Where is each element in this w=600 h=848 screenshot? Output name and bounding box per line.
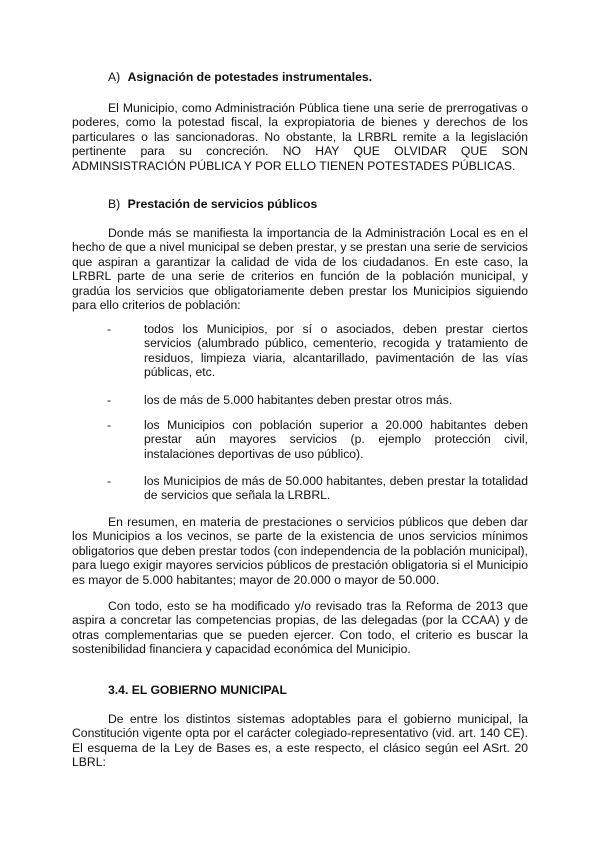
paragraph-servicios-intro: Donde más se manifiesta la importancia de la Administración Local es en el hecho de que a nivel municipal se deben prestar, y se prestan una serie de servicios que aspiran a garantizar la calidad de vida de los ciudadanos. En este caso, la LRBRL parte de una serie de criterios en función de la población municipal, y gradúa los servicios que obligatoriamente deben prestar los Municipios siguiendo para ello criterios de población: (72, 226, 528, 313)
heading-b-title: Prestación de servicios públicos (127, 197, 318, 211)
bullet-dash: - (107, 322, 112, 336)
bullet-text: los de más de 5.000 habitantes deben prestar otros más. (144, 393, 453, 407)
heading-a-marker: A) (108, 70, 121, 84)
bullet-text: los Municipios de más de 50.000 habitantes, deben prestar la totalidad de servicios que señala la LRBRL. (144, 474, 528, 503)
heading-a (108, 70, 372, 85)
section-title-gobierno: 3.4. EL GOBIERNO MUNICIPAL (108, 683, 287, 697)
list-item (107, 322, 528, 380)
bullet-text: todos los Municipios, por sí o asociados, deben prestar ciertos servicios (alumbrado público, cementerio, recogida y tratamiento de residuos, limpieza viaria, alcantarillado, pavimentación de las vías públicas, etc. (144, 322, 528, 380)
paragraph-gobierno: De entre los distintos sistemas adoptables para el gobierno municipal, la Constitución vigente opta por el carácter colegiado-representativo (vid. art. 140 CE). El esquema de la Ley de Bases es, a este respecto, el clásico según eel ASrt. 20 LBRL: (72, 712, 528, 770)
list-item (107, 474, 528, 503)
paragraph-resumen: En resumen, en materia de prestaciones o servicios públicos que deben dar los Municipios a los vecinos, se parte de la existencia de unos servicios mínimos obligatorios que deben prestar todos (con independencia de la población municipal), para luego exigir mayores servicios públicos de prestación obligatoria si el Municipio es mayor de 5.000 habitantes; mayor de 20.000 o mayor de 50.000. (72, 515, 528, 587)
heading-b-marker: B) (108, 197, 121, 211)
paragraph-reforma: Con todo, esto se ha modificado y/o revisado tras la Reforma de 2013 que aspira a concretar las competencias propias, de las delegadas (por la CCAA) y de otras complementarias que se pueden ejercer. Con todo, el criterio es buscar la sostenibilidad financiera y capacidad económica del Municipio. (72, 599, 528, 657)
bullet-dash: - (107, 418, 112, 432)
heading-a-title: Asignación de potestades instrumentales. (127, 70, 373, 84)
paragraph-potestades: El Municipio, como Administración Pública tiene una serie de prerrogativas o poderes, como la potestad fiscal, la expropiatoria de bienes y derechos de los particulares o las sancionadoras. No obstante, la LRBRL remite a la legislación pertinente para su concreción. NO HAY QUE OLVIDAR QUE SON ADMINSISTRACIÓN PÚBLICA Y POR ELLO TIENEN POTESTADES PÚBLICAS. (72, 101, 528, 173)
bullet-dash: - (107, 393, 112, 407)
list-item (107, 393, 528, 407)
heading-b (108, 197, 317, 212)
bullet-dash: - (107, 474, 112, 488)
bullet-text: los Municipios con población superior a 20.000 habitantes deben prestar aún mayores servicios (p. ejemplo protección civil, instalaciones deportivas de uso público). (144, 418, 528, 461)
list-item (107, 418, 528, 461)
